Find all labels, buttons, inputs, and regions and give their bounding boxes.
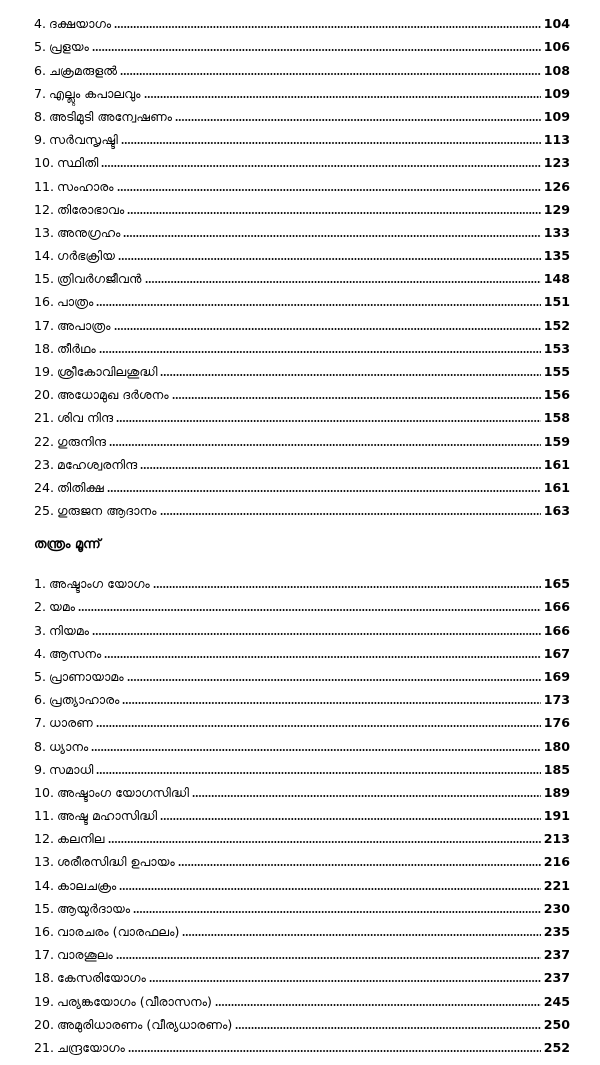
entry-number: 4.: [34, 16, 47, 32]
dot-leader: [133, 911, 541, 913]
entry-page-number: 237: [543, 947, 570, 963]
entry-page-number: 129: [543, 201, 570, 217]
dot-leader: [149, 980, 541, 982]
toc-entry: [34, 101, 570, 124]
entry-title: അഷ്ട മഹാസിദ്ധി: [57, 808, 158, 824]
entry-title: ധാരണ: [49, 715, 93, 731]
entry-number: 12.: [34, 831, 55, 847]
entry-page-number: 173: [543, 692, 570, 708]
dot-leader: [116, 957, 541, 959]
dot-leader: [114, 328, 541, 330]
entry-page-number: 113: [543, 132, 570, 148]
entry-title: അമുരിധാരണം (വീര്യധാരണം): [57, 1016, 233, 1032]
entry-page-number: 165: [543, 576, 570, 592]
entry-number: 10.: [34, 155, 55, 171]
toc-entry: [34, 823, 570, 846]
dot-leader: [121, 142, 541, 144]
entry-number: 15.: [34, 900, 55, 916]
entry-page-number: 191: [543, 808, 570, 824]
entry-page-number: 161: [543, 479, 570, 495]
entry-number: 6.: [34, 62, 47, 78]
entry-page-number: 104: [543, 16, 570, 32]
entry-number: 14.: [34, 248, 55, 264]
toc-entry: [34, 425, 570, 448]
dot-leader: [127, 212, 540, 214]
entry-page-number: 169: [543, 668, 570, 684]
entry-title: അഷ്ടാംഗ യോഗസിദ്ധി: [57, 784, 189, 800]
entry-title: ഗുരുജന ആദാനം: [57, 503, 157, 519]
dot-leader: [118, 258, 541, 260]
entry-title: ചന്ദ്രയോഗം: [57, 1039, 125, 1055]
entry-title: തിതിക്ഷ: [57, 479, 104, 495]
entry-number: 20.: [34, 1016, 55, 1032]
toc-entry: [34, 240, 570, 263]
entry-page-number: 152: [543, 317, 570, 333]
entry-page-number: 237: [543, 970, 570, 986]
entry-number: 4.: [34, 645, 47, 661]
entry-page-number: 106: [543, 39, 570, 55]
toc-entry: [34, 777, 570, 800]
entry-number: 1.: [34, 576, 47, 592]
entry-title: സർവസൃഷ്ടി: [49, 132, 118, 148]
entry-number: 7.: [34, 85, 47, 101]
toc-entry: [34, 614, 570, 637]
toc-entry: [34, 286, 570, 309]
toc-entry: [34, 495, 570, 518]
toc-entry: [34, 939, 570, 962]
entry-page-number: 155: [543, 364, 570, 379]
toc-entry: [34, 54, 570, 77]
dot-leader: [145, 281, 541, 283]
dot-leader: [128, 1050, 541, 1052]
toc-entry: [34, 869, 570, 892]
dot-leader: [96, 725, 541, 727]
entry-page-number: 166: [543, 622, 570, 638]
entry-page-number: 221: [543, 877, 570, 893]
entry-page-number: 109: [543, 108, 570, 124]
entry-number: 24.: [34, 479, 55, 495]
dot-leader: [160, 513, 541, 515]
toc-entry: [34, 8, 570, 31]
entry-number: 23.: [34, 456, 55, 472]
entry-number: 9.: [34, 761, 47, 777]
entry-number: 20.: [34, 387, 55, 403]
entry-page-number: 167: [543, 645, 570, 661]
entry-number: 13.: [34, 224, 55, 240]
toc-entry: [34, 1009, 570, 1032]
entry-number: 9.: [34, 132, 47, 148]
entry-number: 16.: [34, 924, 55, 939]
entry-number: 15.: [34, 271, 55, 287]
entry-title: ആസനം: [49, 645, 102, 661]
dot-leader: [140, 467, 540, 469]
dot-leader: [144, 96, 541, 98]
entry-number: 11.: [34, 808, 55, 824]
entry-number: 7.: [34, 715, 47, 731]
entry-title: അനുഗ്രഹം: [57, 224, 121, 240]
entry-title: ആയുർദായം: [57, 900, 131, 916]
toc-entry: [34, 591, 570, 614]
section-heading: തന്ത്രം മൂന്ന്: [34, 537, 101, 552]
entry-title: തീർഥം: [57, 340, 96, 356]
entry-page-number: 153: [543, 340, 570, 356]
dot-leader: [117, 189, 541, 191]
toc-entry: [34, 449, 570, 472]
entry-number: 21.: [34, 410, 55, 426]
entry-number: 5.: [34, 39, 47, 55]
entry-title: ഗർഭക്രിയ: [57, 248, 116, 264]
dot-leader: [91, 749, 540, 751]
entry-title: ശ്രീകോവിലശുദ്ധി: [57, 364, 158, 379]
entry-title: വാരചരം (വാരഫലം): [57, 924, 180, 939]
entry-title: ചക്രമരുളൽ: [49, 62, 118, 78]
dot-leader: [114, 26, 541, 28]
toc-entry: [34, 893, 570, 916]
entry-number: 5.: [34, 668, 47, 684]
entry-page-number: 133: [543, 224, 570, 240]
toc-entry: [34, 124, 570, 147]
toc-entry: [34, 379, 570, 402]
entry-title: ത്രിവർഗജീവൻ: [57, 271, 142, 287]
dot-leader: [122, 702, 540, 704]
entry-title: തിരോഭാവം: [57, 201, 125, 217]
entry-page-number: 216: [543, 854, 570, 870]
entry-title: ശരീരസിദ്ധി ഉപായം: [57, 854, 175, 870]
entry-page-number: 230: [543, 900, 570, 916]
entry-title: വാരശൂലം: [57, 947, 113, 963]
toc-entry: [34, 985, 570, 1008]
entry-title: അടിമുടി അന്വേഷണം: [49, 108, 173, 124]
toc-entry: [34, 217, 570, 240]
toc-entry: [34, 356, 570, 379]
dot-leader: [78, 609, 541, 611]
entry-title: നിയമം: [49, 622, 90, 638]
entry-page-number: 148: [543, 271, 570, 287]
toc-entry: [34, 707, 570, 730]
dot-leader: [123, 235, 540, 237]
entry-number: 2.: [34, 599, 47, 615]
entry-title: ദക്ഷയാഗം: [49, 16, 112, 32]
entry-number: 14.: [34, 877, 55, 893]
entry-title: പര്യങ്കയോഗം (വീരാസനം): [57, 993, 212, 1009]
entry-number: 18.: [34, 340, 55, 356]
entry-page-number: 135: [543, 248, 570, 264]
dot-leader: [160, 374, 540, 376]
dot-leader: [99, 351, 541, 353]
dot-leader: [235, 1027, 540, 1029]
toc-entry: [34, 194, 570, 217]
toc-entry: [34, 333, 570, 356]
dot-leader: [108, 841, 541, 843]
entry-page-number: 151: [543, 294, 570, 310]
dot-leader: [175, 119, 541, 121]
entry-page-number: 176: [543, 715, 570, 731]
toc-entry: [34, 800, 570, 823]
toc-entry: [34, 263, 570, 286]
dot-leader: [215, 1004, 541, 1006]
dot-leader: [119, 888, 540, 890]
entry-number: 11.: [34, 178, 55, 194]
entry-page-number: 166: [543, 599, 570, 615]
entry-page-number: 180: [543, 738, 570, 754]
entry-page-number: 245: [543, 993, 570, 1009]
toc-entry: [34, 472, 570, 495]
dot-leader: [107, 490, 541, 492]
entry-title: ഗുരുനിന്ദ: [57, 433, 107, 449]
entry-title: അപാത്രം: [57, 317, 111, 333]
entry-number: 6.: [34, 692, 47, 708]
entry-number: 18.: [34, 970, 55, 986]
toc-entry: [34, 568, 570, 591]
dot-leader: [182, 934, 540, 936]
entry-page-number: 163: [543, 503, 570, 519]
toc-entry: [34, 916, 570, 939]
entry-number: 22.: [34, 433, 55, 449]
entry-page-number: 159: [543, 433, 570, 449]
entry-title: പ്രത്യാഹാരം: [49, 692, 120, 708]
toc-list-part-three: [34, 568, 570, 1055]
toc-entry: [34, 402, 570, 425]
toc-entry: [34, 638, 570, 661]
entry-title: മഹേശ്വരനിന്ദ: [57, 456, 138, 472]
entry-page-number: 108: [543, 62, 570, 78]
entry-title: അഷ്ടാംഗ യോഗം: [49, 576, 150, 592]
toc-entry: [34, 730, 570, 753]
entry-page-number: 189: [543, 784, 570, 800]
entry-title: പാത്രം: [57, 294, 94, 310]
dot-leader: [116, 420, 541, 422]
dot-leader: [101, 165, 540, 167]
entry-title: യമം: [49, 599, 76, 615]
toc-entry: [34, 661, 570, 684]
dot-leader: [172, 397, 541, 399]
toc-entry: [34, 147, 570, 170]
entry-title: പ്രാണായാമം: [49, 668, 124, 684]
entry-page-number: 213: [543, 831, 570, 847]
entry-page-number: 158: [543, 410, 570, 426]
toc-entry: [34, 846, 570, 869]
entry-page-number: 252: [543, 1039, 570, 1055]
entry-title: അധോമുഖ ദർശനം: [57, 387, 169, 403]
entry-page-number: 250: [543, 1016, 570, 1032]
entry-page-number: 123: [543, 155, 570, 171]
entry-title: ധ്യാനം: [49, 738, 89, 754]
toc-entry: [34, 31, 570, 54]
entry-title: കേസരിയോഗം: [57, 970, 146, 986]
toc-entry: [34, 684, 570, 707]
entry-title: കാലചക്രം: [57, 877, 117, 893]
dot-leader: [192, 795, 541, 797]
entry-number: 16.: [34, 294, 55, 310]
entry-number: 8.: [34, 738, 47, 754]
entry-number: 3.: [34, 622, 47, 638]
dot-leader: [104, 656, 540, 658]
entry-number: 17.: [34, 317, 55, 333]
dot-leader: [178, 864, 541, 866]
entry-number: 19.: [34, 993, 55, 1009]
entry-page-number: 109: [543, 85, 570, 101]
entry-number: 21.: [34, 1039, 55, 1055]
entry-number: 13.: [34, 854, 55, 870]
toc-entry: [34, 309, 570, 332]
entry-page-number: 126: [543, 178, 570, 194]
toc-list-part-two: [34, 8, 570, 518]
entry-title: സംഹാരം: [57, 178, 114, 194]
dot-leader: [120, 73, 540, 75]
entry-title: സമാധി: [49, 761, 94, 777]
entry-page-number: 156: [543, 387, 570, 403]
toc-entry: [34, 78, 570, 101]
entry-page-number: 185: [543, 761, 570, 777]
entry-number: 17.: [34, 947, 55, 963]
entry-page-number: 161: [543, 456, 570, 472]
entry-number: 8.: [34, 108, 47, 124]
dot-leader: [109, 444, 541, 446]
dot-leader: [96, 772, 540, 774]
entry-title: കലനില: [57, 831, 105, 847]
toc-entry: [34, 1032, 570, 1055]
toc-entry: [34, 754, 570, 777]
dot-leader: [96, 304, 540, 306]
entry-number: 10.: [34, 784, 55, 800]
dot-leader: [92, 49, 541, 51]
entry-number: 25.: [34, 503, 55, 519]
entry-number: 19.: [34, 364, 55, 379]
dot-leader: [127, 679, 541, 681]
dot-leader: [153, 586, 541, 588]
toc-entry: [34, 170, 570, 193]
entry-title: സ്ഥിതി: [57, 155, 99, 171]
dot-leader: [160, 818, 541, 820]
dot-leader: [92, 633, 541, 635]
entry-title: ശിവ നിന്ദ: [57, 410, 114, 426]
entry-title: എല്ലും കപാലവും: [49, 85, 141, 101]
entry-title: പ്രളയം: [49, 39, 89, 55]
entry-number: 12.: [34, 201, 55, 217]
toc-entry: [34, 962, 570, 985]
entry-page-number: 235: [543, 924, 570, 939]
